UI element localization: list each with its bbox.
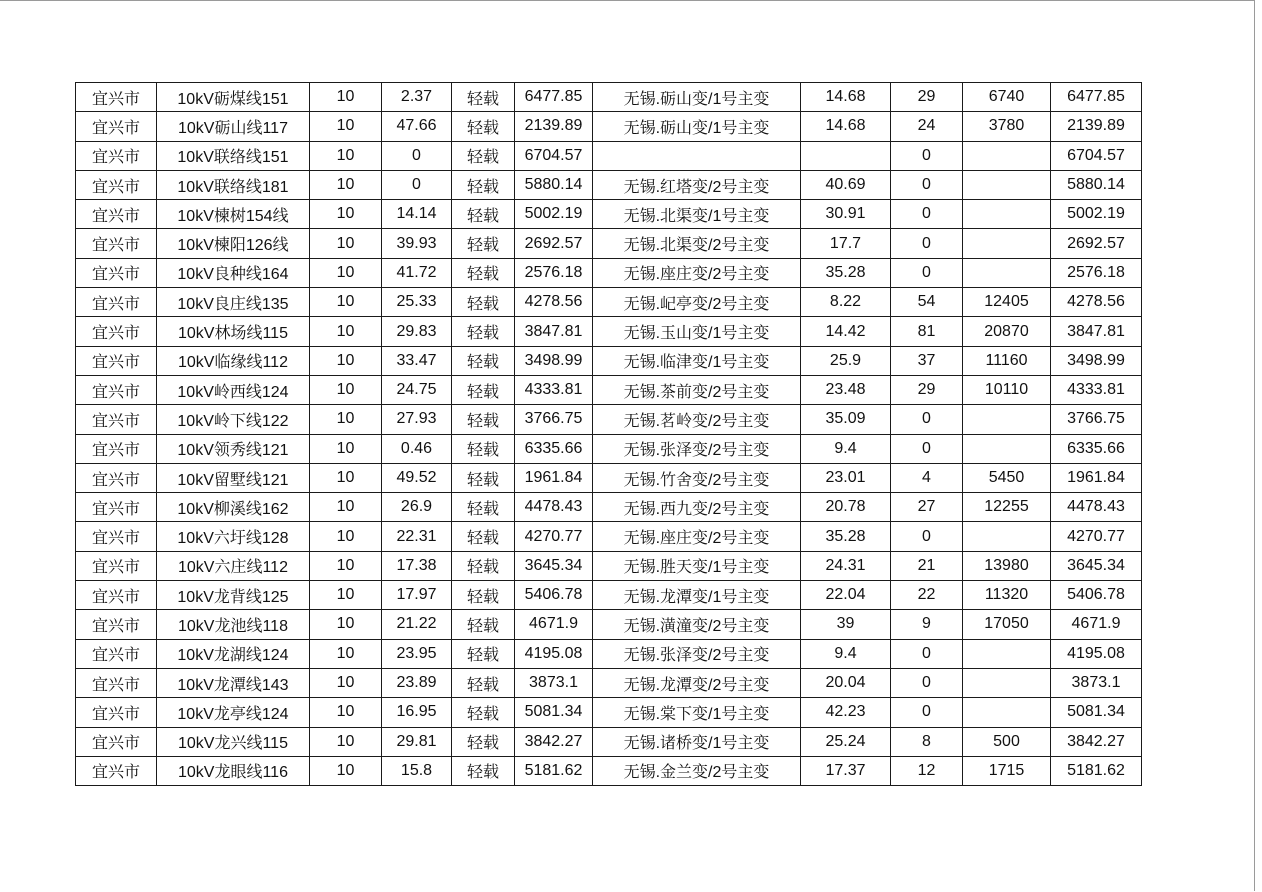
cell-load-status: 轻载	[452, 317, 515, 346]
cell-line-name: 10kV楝树154线	[157, 200, 310, 229]
cell-substation-transformer: 无锡.北渠变/2号主变	[593, 229, 801, 258]
cell-remaining-capacity: 4195.08	[1051, 639, 1142, 668]
cell-line-name: 10kV良种线164	[157, 258, 310, 287]
cell-load-status: 轻载	[452, 551, 515, 580]
cell-user-capacity	[963, 170, 1051, 199]
cell-load-status: 轻载	[452, 83, 515, 112]
cell-city: 宜兴市	[76, 434, 157, 463]
cell-substation-transformer: 无锡.张泽变/2号主变	[593, 639, 801, 668]
cell-load-status: 轻载	[452, 698, 515, 727]
table-row	[76, 141, 1142, 170]
cell-substation-transformer: 无锡.茗岭变/2号主变	[593, 405, 801, 434]
cell-line-name: 10kV柳溪线162	[157, 493, 310, 522]
cell-substation-transformer	[593, 141, 801, 170]
cell-substation-transformer: 无锡.屺亭变/2号主变	[593, 288, 801, 317]
cell-available-capacity: 4478.43	[515, 493, 593, 522]
cell-city: 宜兴市	[76, 639, 157, 668]
cell-city: 宜兴市	[76, 551, 157, 580]
cell-load-status: 轻载	[452, 288, 515, 317]
cell-voltage-level: 10	[310, 463, 382, 492]
cell-remaining-capacity: 5081.34	[1051, 698, 1142, 727]
cell-city: 宜兴市	[76, 346, 157, 375]
table-row	[76, 200, 1142, 229]
cell-user-count: 0	[891, 405, 963, 434]
cell-user-capacity	[963, 522, 1051, 551]
cell-remaining-capacity: 5002.19	[1051, 200, 1142, 229]
cell-available-capacity: 6477.85	[515, 83, 593, 112]
cell-transformer-load-rate: 23.48	[801, 375, 891, 404]
cell-remaining-capacity: 3842.27	[1051, 727, 1142, 756]
table-row	[76, 698, 1142, 727]
cell-load-rate: 24.75	[382, 375, 452, 404]
cell-voltage-level: 10	[310, 610, 382, 639]
cell-user-capacity: 5450	[963, 463, 1051, 492]
cell-substation-transformer: 无锡.诸桥变/1号主变	[593, 727, 801, 756]
table-row	[76, 581, 1142, 610]
cell-user-count: 37	[891, 346, 963, 375]
cell-user-count: 54	[891, 288, 963, 317]
cell-remaining-capacity: 3847.81	[1051, 317, 1142, 346]
table-row	[76, 170, 1142, 199]
cell-load-rate: 23.89	[382, 668, 452, 697]
cell-user-capacity	[963, 229, 1051, 258]
cell-remaining-capacity: 6477.85	[1051, 83, 1142, 112]
cell-transformer-load-rate: 25.9	[801, 346, 891, 375]
cell-available-capacity: 5880.14	[515, 170, 593, 199]
cell-load-rate: 26.9	[382, 493, 452, 522]
cell-user-count: 4	[891, 463, 963, 492]
cell-remaining-capacity: 5880.14	[1051, 170, 1142, 199]
cell-line-name: 10kV临缘线112	[157, 346, 310, 375]
cell-voltage-level: 10	[310, 581, 382, 610]
cell-line-name: 10kV联络线181	[157, 170, 310, 199]
cell-available-capacity: 5081.34	[515, 698, 593, 727]
cell-load-status: 轻载	[452, 229, 515, 258]
cell-voltage-level: 10	[310, 434, 382, 463]
cell-available-capacity: 3498.99	[515, 346, 593, 375]
cell-load-status: 轻载	[452, 581, 515, 610]
cell-substation-transformer: 无锡.茶前变/2号主变	[593, 375, 801, 404]
cell-transformer-load-rate: 9.4	[801, 639, 891, 668]
cell-voltage-level: 10	[310, 258, 382, 287]
cell-load-status: 轻载	[452, 522, 515, 551]
cell-load-status: 轻载	[452, 727, 515, 756]
cell-transformer-load-rate: 30.91	[801, 200, 891, 229]
table-row	[76, 112, 1142, 141]
cell-transformer-load-rate: 17.7	[801, 229, 891, 258]
cell-city: 宜兴市	[76, 522, 157, 551]
table-row	[76, 258, 1142, 287]
cell-substation-transformer: 无锡.龙潭变/2号主变	[593, 668, 801, 697]
cell-city: 宜兴市	[76, 375, 157, 404]
cell-city: 宜兴市	[76, 727, 157, 756]
cell-load-status: 轻载	[452, 434, 515, 463]
cell-substation-transformer: 无锡.座庄变/2号主变	[593, 522, 801, 551]
cell-user-capacity: 12405	[963, 288, 1051, 317]
cell-load-status: 轻载	[452, 346, 515, 375]
cell-substation-transformer: 无锡.西九变/2号主变	[593, 493, 801, 522]
cell-city: 宜兴市	[76, 288, 157, 317]
cell-user-count: 8	[891, 727, 963, 756]
cell-user-count: 0	[891, 229, 963, 258]
cell-transformer-load-rate: 35.28	[801, 258, 891, 287]
cell-user-count: 0	[891, 639, 963, 668]
cell-available-capacity: 6335.66	[515, 434, 593, 463]
cell-remaining-capacity: 3766.75	[1051, 405, 1142, 434]
cell-voltage-level: 10	[310, 288, 382, 317]
cell-user-count: 24	[891, 112, 963, 141]
cell-remaining-capacity: 4478.43	[1051, 493, 1142, 522]
cell-remaining-capacity: 4270.77	[1051, 522, 1142, 551]
cell-user-capacity: 10110	[963, 375, 1051, 404]
cell-line-name: 10kV龙背线125	[157, 581, 310, 610]
cell-user-capacity	[963, 405, 1051, 434]
table-row	[76, 229, 1142, 258]
cell-city: 宜兴市	[76, 756, 157, 785]
cell-remaining-capacity: 6335.66	[1051, 434, 1142, 463]
cell-load-status: 轻载	[452, 610, 515, 639]
table-row	[76, 493, 1142, 522]
cell-user-capacity	[963, 258, 1051, 287]
cell-remaining-capacity: 2576.18	[1051, 258, 1142, 287]
cell-user-count: 12	[891, 756, 963, 785]
cell-voltage-level: 10	[310, 141, 382, 170]
cell-remaining-capacity: 3873.1	[1051, 668, 1142, 697]
cell-city: 宜兴市	[76, 141, 157, 170]
cell-user-capacity: 20870	[963, 317, 1051, 346]
cell-user-count: 0	[891, 434, 963, 463]
cell-load-status: 轻载	[452, 258, 515, 287]
cell-remaining-capacity: 2139.89	[1051, 112, 1142, 141]
cell-remaining-capacity: 4333.81	[1051, 375, 1142, 404]
cell-load-rate: 0	[382, 170, 452, 199]
cell-city: 宜兴市	[76, 258, 157, 287]
cell-load-rate: 17.38	[382, 551, 452, 580]
table-row	[76, 83, 1142, 112]
cell-load-rate: 0	[382, 141, 452, 170]
cell-load-rate: 41.72	[382, 258, 452, 287]
cell-remaining-capacity: 4278.56	[1051, 288, 1142, 317]
cell-user-capacity: 1715	[963, 756, 1051, 785]
cell-load-rate: 27.93	[382, 405, 452, 434]
cell-user-count: 0	[891, 522, 963, 551]
cell-user-capacity: 13980	[963, 551, 1051, 580]
cell-line-name: 10kV楝阳126线	[157, 229, 310, 258]
table-row	[76, 727, 1142, 756]
cell-city: 宜兴市	[76, 317, 157, 346]
cell-user-capacity: 12255	[963, 493, 1051, 522]
cell-city: 宜兴市	[76, 610, 157, 639]
cell-transformer-load-rate: 20.78	[801, 493, 891, 522]
cell-line-name: 10kV良庄线135	[157, 288, 310, 317]
cell-line-name: 10kV六圩线128	[157, 522, 310, 551]
cell-city: 宜兴市	[76, 405, 157, 434]
cell-user-capacity	[963, 698, 1051, 727]
cell-line-name: 10kV龙湖线124	[157, 639, 310, 668]
cell-voltage-level: 10	[310, 668, 382, 697]
cell-voltage-level: 10	[310, 170, 382, 199]
cell-user-capacity: 11160	[963, 346, 1051, 375]
cell-available-capacity: 3766.75	[515, 405, 593, 434]
cell-remaining-capacity: 3645.34	[1051, 551, 1142, 580]
cell-user-capacity	[963, 141, 1051, 170]
cell-substation-transformer: 无锡.龙潭变/1号主变	[593, 581, 801, 610]
cell-user-capacity: 3780	[963, 112, 1051, 141]
cell-load-rate: 33.47	[382, 346, 452, 375]
cell-user-count: 9	[891, 610, 963, 639]
cell-transformer-load-rate: 39	[801, 610, 891, 639]
cell-load-rate: 25.33	[382, 288, 452, 317]
cell-voltage-level: 10	[310, 229, 382, 258]
cell-load-status: 轻载	[452, 639, 515, 668]
cell-user-count: 21	[891, 551, 963, 580]
cell-substation-transformer: 无锡.砺山变/1号主变	[593, 112, 801, 141]
cell-transformer-load-rate: 35.09	[801, 405, 891, 434]
cell-remaining-capacity: 5181.62	[1051, 756, 1142, 785]
table-row	[76, 405, 1142, 434]
cell-line-name: 10kV领秀线121	[157, 434, 310, 463]
cell-line-name: 10kV六庄线112	[157, 551, 310, 580]
cell-load-status: 轻载	[452, 463, 515, 492]
cell-transformer-load-rate	[801, 141, 891, 170]
cell-voltage-level: 10	[310, 727, 382, 756]
cell-available-capacity: 4333.81	[515, 375, 593, 404]
cell-user-capacity	[963, 668, 1051, 697]
cell-voltage-level: 10	[310, 522, 382, 551]
cell-load-status: 轻载	[452, 375, 515, 404]
table-row	[76, 375, 1142, 404]
cell-city: 宜兴市	[76, 463, 157, 492]
cell-remaining-capacity: 4671.9	[1051, 610, 1142, 639]
cell-voltage-level: 10	[310, 83, 382, 112]
cell-voltage-level: 10	[310, 112, 382, 141]
cell-user-capacity	[963, 200, 1051, 229]
cell-available-capacity: 4278.56	[515, 288, 593, 317]
table-row	[76, 551, 1142, 580]
cell-load-status: 轻载	[452, 405, 515, 434]
cell-line-name: 10kV龙池线118	[157, 610, 310, 639]
cell-available-capacity: 5002.19	[515, 200, 593, 229]
table-row	[76, 317, 1142, 346]
cell-voltage-level: 10	[310, 551, 382, 580]
cell-load-rate: 16.95	[382, 698, 452, 727]
cell-load-status: 轻载	[452, 756, 515, 785]
cell-voltage-level: 10	[310, 317, 382, 346]
cell-city: 宜兴市	[76, 581, 157, 610]
cell-available-capacity: 1961.84	[515, 463, 593, 492]
cell-user-capacity: 17050	[963, 610, 1051, 639]
cell-voltage-level: 10	[310, 346, 382, 375]
cell-substation-transformer: 无锡.座庄变/2号主变	[593, 258, 801, 287]
cell-remaining-capacity: 1961.84	[1051, 463, 1142, 492]
cell-available-capacity: 4671.9	[515, 610, 593, 639]
cell-remaining-capacity: 2692.57	[1051, 229, 1142, 258]
cell-substation-transformer: 无锡.竹舍变/2号主变	[593, 463, 801, 492]
cell-user-capacity	[963, 434, 1051, 463]
cell-available-capacity: 2139.89	[515, 112, 593, 141]
cell-available-capacity: 3847.81	[515, 317, 593, 346]
cell-city: 宜兴市	[76, 112, 157, 141]
cell-user-count: 0	[891, 668, 963, 697]
table-row	[76, 639, 1142, 668]
cell-user-count: 29	[891, 83, 963, 112]
cell-load-rate: 21.22	[382, 610, 452, 639]
cell-available-capacity: 5181.62	[515, 756, 593, 785]
cell-transformer-load-rate: 14.68	[801, 112, 891, 141]
cell-line-name: 10kV联络线151	[157, 141, 310, 170]
cell-substation-transformer: 无锡.胜天变/1号主变	[593, 551, 801, 580]
cell-substation-transformer: 无锡.临津变/1号主变	[593, 346, 801, 375]
table-row	[76, 668, 1142, 697]
cell-available-capacity: 2692.57	[515, 229, 593, 258]
cell-substation-transformer: 无锡.砺山变/1号主变	[593, 83, 801, 112]
cell-load-rate: 49.52	[382, 463, 452, 492]
feeder-load-table	[75, 82, 1142, 786]
cell-load-status: 轻载	[452, 170, 515, 199]
cell-voltage-level: 10	[310, 756, 382, 785]
cell-voltage-level: 10	[310, 405, 382, 434]
cell-substation-transformer: 无锡.北渠变/1号主变	[593, 200, 801, 229]
cell-substation-transformer: 无锡.张泽变/2号主变	[593, 434, 801, 463]
cell-transformer-load-rate: 22.04	[801, 581, 891, 610]
cell-available-capacity: 4270.77	[515, 522, 593, 551]
cell-substation-transformer: 无锡.潢潼变/2号主变	[593, 610, 801, 639]
cell-available-capacity: 6704.57	[515, 141, 593, 170]
cell-voltage-level: 10	[310, 698, 382, 727]
cell-available-capacity: 4195.08	[515, 639, 593, 668]
cell-substation-transformer: 无锡.玉山变/1号主变	[593, 317, 801, 346]
cell-substation-transformer: 无锡.金兰变/2号主变	[593, 756, 801, 785]
cell-user-count: 0	[891, 170, 963, 199]
table-row	[76, 610, 1142, 639]
cell-line-name: 10kV龙亭线124	[157, 698, 310, 727]
table-row	[76, 288, 1142, 317]
cell-city: 宜兴市	[76, 170, 157, 199]
cell-user-capacity: 500	[963, 727, 1051, 756]
cell-load-rate: 17.97	[382, 581, 452, 610]
cell-user-count: 0	[891, 258, 963, 287]
cell-load-status: 轻载	[452, 112, 515, 141]
cell-city: 宜兴市	[76, 229, 157, 258]
cell-load-rate: 22.31	[382, 522, 452, 551]
cell-line-name: 10kV龙眼线116	[157, 756, 310, 785]
cell-load-rate: 0.46	[382, 434, 452, 463]
cell-transformer-load-rate: 23.01	[801, 463, 891, 492]
cell-voltage-level: 10	[310, 375, 382, 404]
cell-voltage-level: 10	[310, 493, 382, 522]
cell-load-rate: 29.81	[382, 727, 452, 756]
cell-available-capacity: 5406.78	[515, 581, 593, 610]
cell-load-rate: 2.37	[382, 83, 452, 112]
cell-remaining-capacity: 6704.57	[1051, 141, 1142, 170]
cell-load-rate: 15.8	[382, 756, 452, 785]
cell-user-count: 22	[891, 581, 963, 610]
cell-substation-transformer: 无锡.棠下变/1号主变	[593, 698, 801, 727]
cell-remaining-capacity: 3498.99	[1051, 346, 1142, 375]
cell-line-name: 10kV龙潭线143	[157, 668, 310, 697]
cell-user-count: 27	[891, 493, 963, 522]
cell-user-count: 0	[891, 200, 963, 229]
cell-load-status: 轻载	[452, 668, 515, 697]
cell-transformer-load-rate: 25.24	[801, 727, 891, 756]
table-row	[76, 463, 1142, 492]
cell-available-capacity: 3645.34	[515, 551, 593, 580]
cell-load-status: 轻载	[452, 141, 515, 170]
cell-line-name: 10kV龙兴线115	[157, 727, 310, 756]
cell-user-count: 0	[891, 141, 963, 170]
cell-load-rate: 29.83	[382, 317, 452, 346]
cell-substation-transformer: 无锡.红塔变/2号主变	[593, 170, 801, 199]
cell-available-capacity: 3842.27	[515, 727, 593, 756]
cell-voltage-level: 10	[310, 639, 382, 668]
cell-transformer-load-rate: 14.42	[801, 317, 891, 346]
cell-city: 宜兴市	[76, 200, 157, 229]
cell-user-count: 81	[891, 317, 963, 346]
cell-user-count: 29	[891, 375, 963, 404]
cell-city: 宜兴市	[76, 493, 157, 522]
table-row	[76, 434, 1142, 463]
cell-voltage-level: 10	[310, 200, 382, 229]
cell-user-capacity: 6740	[963, 83, 1051, 112]
cell-city: 宜兴市	[76, 83, 157, 112]
cell-transformer-load-rate: 20.04	[801, 668, 891, 697]
cell-transformer-load-rate: 9.4	[801, 434, 891, 463]
cell-load-rate: 39.93	[382, 229, 452, 258]
cell-transformer-load-rate: 42.23	[801, 698, 891, 727]
cell-user-capacity: 11320	[963, 581, 1051, 610]
cell-load-status: 轻载	[452, 493, 515, 522]
cell-city: 宜兴市	[76, 668, 157, 697]
cell-transformer-load-rate: 17.37	[801, 756, 891, 785]
cell-remaining-capacity: 5406.78	[1051, 581, 1142, 610]
cell-transformer-load-rate: 14.68	[801, 83, 891, 112]
cell-available-capacity: 3873.1	[515, 668, 593, 697]
cell-available-capacity: 2576.18	[515, 258, 593, 287]
cell-transformer-load-rate: 40.69	[801, 170, 891, 199]
cell-user-capacity	[963, 639, 1051, 668]
cell-user-count: 0	[891, 698, 963, 727]
table-row	[76, 756, 1142, 785]
cell-load-rate: 14.14	[382, 200, 452, 229]
cell-load-rate: 23.95	[382, 639, 452, 668]
cell-load-status: 轻载	[452, 200, 515, 229]
cell-line-name: 10kV砺煤线151	[157, 83, 310, 112]
cell-line-name: 10kV留墅线121	[157, 463, 310, 492]
cell-transformer-load-rate: 35.28	[801, 522, 891, 551]
cell-line-name: 10kV林场线115	[157, 317, 310, 346]
cell-line-name: 10kV岭下线122	[157, 405, 310, 434]
cell-load-rate: 47.66	[382, 112, 452, 141]
table-body	[76, 83, 1142, 786]
table-row	[76, 522, 1142, 551]
cell-transformer-load-rate: 8.22	[801, 288, 891, 317]
cell-line-name: 10kV砺山线117	[157, 112, 310, 141]
cell-city: 宜兴市	[76, 698, 157, 727]
cell-line-name: 10kV岭西线124	[157, 375, 310, 404]
table-row	[76, 346, 1142, 375]
cell-transformer-load-rate: 24.31	[801, 551, 891, 580]
